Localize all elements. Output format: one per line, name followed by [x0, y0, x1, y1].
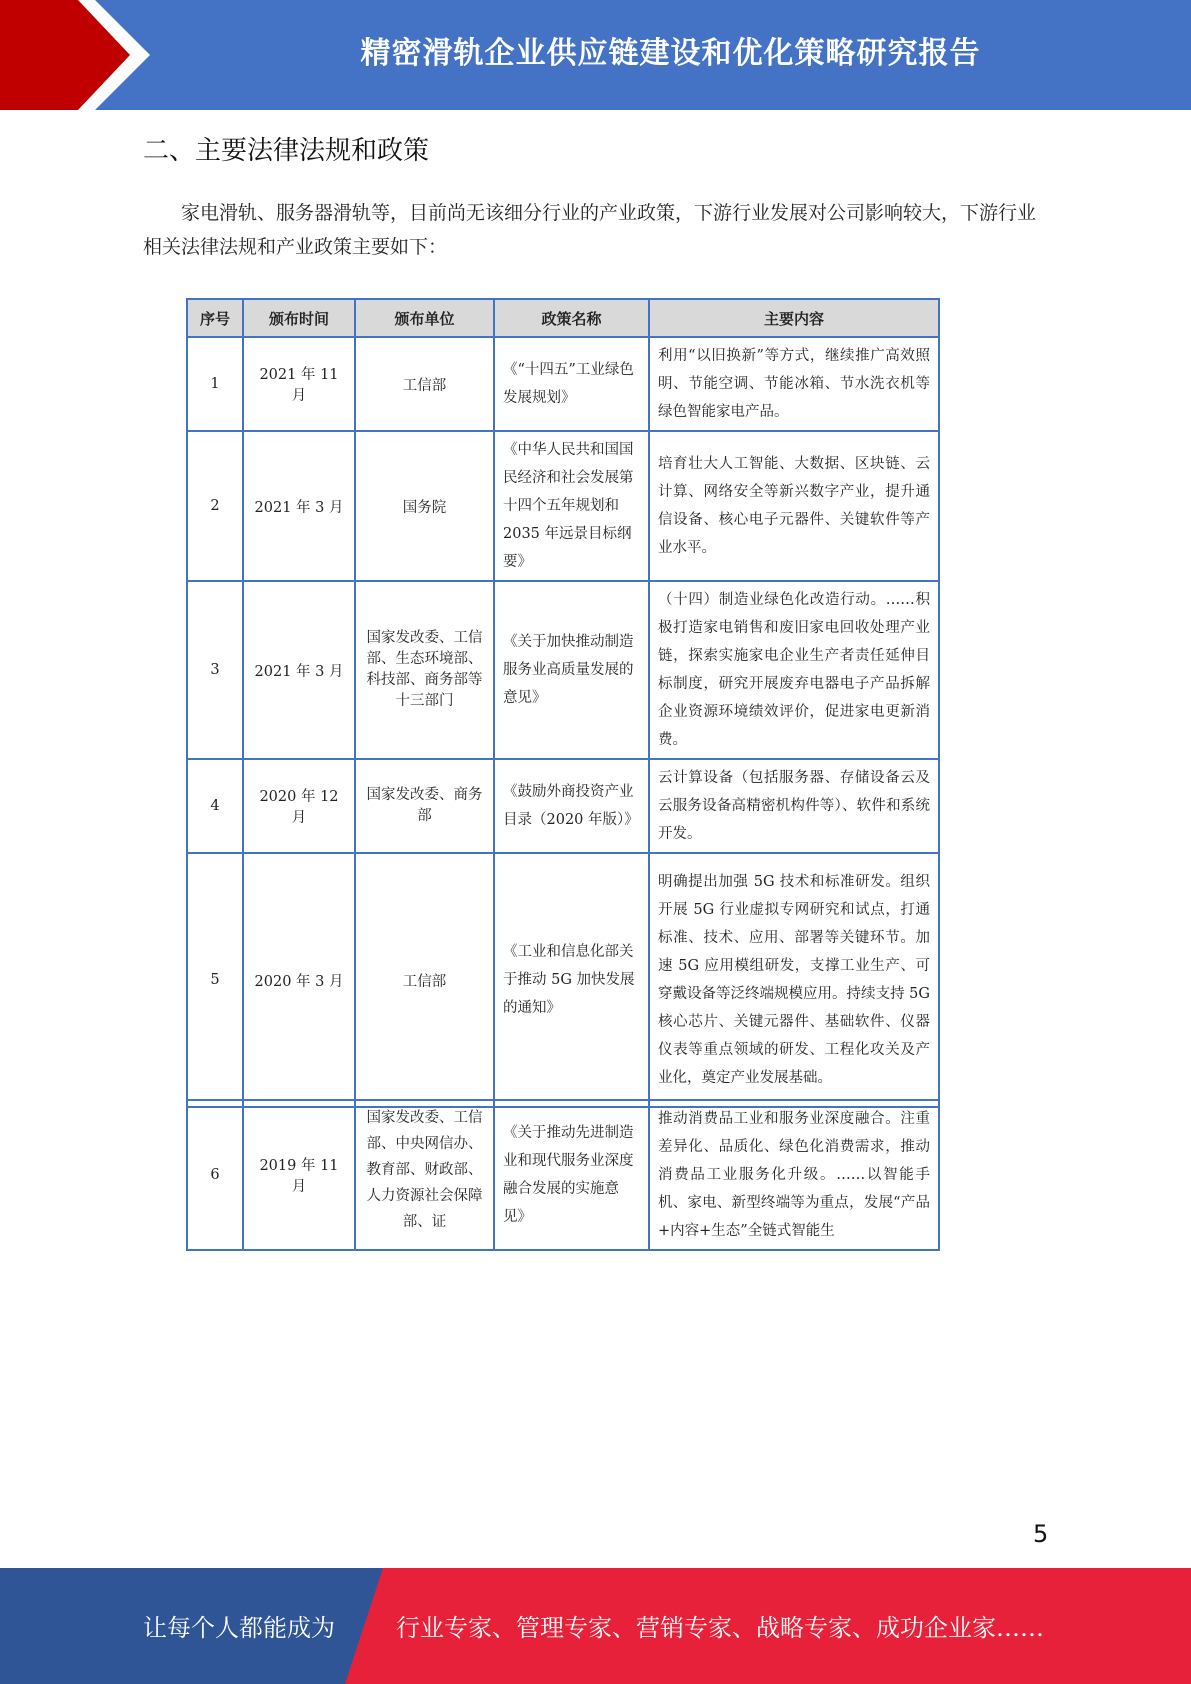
cell-content: 明确提出加强 5G 技术和标准研发。组织开展 5G 行业虚拟专网研究和试点，打通标准、技术、应用、部署等关键环节。加速 5G 应用模组研发，支撑工业生产、可穿戴设备等泛终端规模应用。持续支持 5G 核心芯片、关键元器件、基础软件、仪器仪表等重点领域的研发、工程化攻关及产业化，奠定产业发展基础。	[649, 853, 939, 1107]
cell-content: 推动消费品工业和服务业深度融合。注重差异化、品质化、绿色化消费需求，推动消费品工业服务化升级。……以智能手机、家电、新型终端等为重点，发展“产品+内容+生态”全链式智能生	[649, 1100, 939, 1250]
cell-index: 1	[187, 337, 243, 431]
table-row	[187, 431, 939, 581]
cell-policy-name: 《工业和信息化部关于推动 5G 加快发展的通知》	[494, 853, 649, 1107]
page-number: 5	[1033, 1520, 1049, 1548]
cell-content: （十四）制造业绿色化改造行动。……积极打造家电销售和废旧家电回收处理产业链，探索实施家电企业生产者责任延伸目标制度，研究开展废弃电器电子产品拆解企业资源环境绩效评价，促进家电更新消费。	[649, 581, 939, 759]
report-header	[0, 0, 1191, 110]
cell-index: 2	[187, 431, 243, 581]
intro-paragraph: 家电滑轨、服务器滑轨等，目前尚无该细分行业的产业政策，下游行业发展对公司影响较大，下游行业相关法律法规和产业政策主要如下：	[143, 202, 1037, 258]
footer-slogan-right: 行业专家、管理专家、营销专家、战略专家、成功企业家……	[396, 1614, 1044, 1642]
cell-policy-name: 《鼓励外商投资产业目录（2020 年版）》	[494, 759, 649, 853]
section-heading: 二、主要法律法规和政策	[143, 136, 430, 166]
cell-index: 4	[187, 759, 243, 853]
report-title: 精密滑轨企业供应链建设和优化策略研究报告	[360, 36, 981, 71]
cell-content: 云计算设备（包括服务器、存储设备云及云服务设备高精密机构件等）、软件和系统开发。	[649, 759, 939, 853]
table-row	[187, 1100, 939, 1250]
table-row	[187, 853, 939, 1107]
cell-date: 2020 年 12 月	[243, 759, 355, 853]
header-date: 颁布时间	[243, 299, 355, 337]
cell-policy-name: 《关于推动先进制造业和现代服务业深度融合发展的实施意见》	[494, 1100, 649, 1250]
policy-table-continued	[186, 1099, 940, 1251]
cell-content: 利用“以旧换新”等方式，继续推广高效照明、节能空调、节能冰箱、节水洗衣机等绿色智能家电产品。	[649, 337, 939, 431]
header-content: 主要内容	[649, 299, 939, 337]
cell-org: 国家发改委、商务部	[355, 759, 494, 853]
cell-org: 工信部	[355, 853, 494, 1107]
cell-policy-name: 《中华人民共和国国民经济和社会发展第十四个五年规划和 2035 年远景目标纲要》	[494, 431, 649, 581]
cell-date: 2021 年 3 月	[243, 581, 355, 759]
cell-org: 国家发改委、工信部、中央网信办、教育部、财政部、人力资源社会保障部、证	[355, 1100, 494, 1250]
report-footer	[0, 1568, 1191, 1684]
header-name: 政策名称	[494, 299, 649, 337]
cell-content: 培育壮大人工智能、大数据、区块链、云计算、网络安全等新兴数字产业，提升通信设备、核心电子元器件、关键软件等产业水平。	[649, 431, 939, 581]
table-row	[187, 581, 939, 759]
cell-org: 国务院	[355, 431, 494, 581]
cell-index: 6	[187, 1100, 243, 1250]
cell-org: 工信部	[355, 337, 494, 431]
cell-date: 2021 年 3 月	[243, 431, 355, 581]
policy-table	[186, 298, 940, 1108]
cell-policy-name: 《“十四五”工业绿色发展规划》	[494, 337, 649, 431]
cell-date: 2020 年 3 月	[243, 853, 355, 1107]
header-index: 序号	[187, 299, 243, 337]
cell-date: 2021 年 11 月	[243, 337, 355, 431]
table-row	[187, 759, 939, 853]
cell-index: 5	[187, 853, 243, 1107]
table-header-row	[187, 299, 939, 337]
cell-org: 国家发改委、工信部、生态环境部、科技部、商务部等十三部门	[355, 581, 494, 759]
footer-slogan-left: 让每个人都能成为	[143, 1614, 335, 1642]
table-row	[187, 337, 939, 431]
header-org: 颁布单位	[355, 299, 494, 337]
cell-index: 3	[187, 581, 243, 759]
cell-date: 2019 年 11 月	[243, 1100, 355, 1250]
cell-policy-name: 《关于加快推动制造服务业高质量发展的意见》	[494, 581, 649, 759]
